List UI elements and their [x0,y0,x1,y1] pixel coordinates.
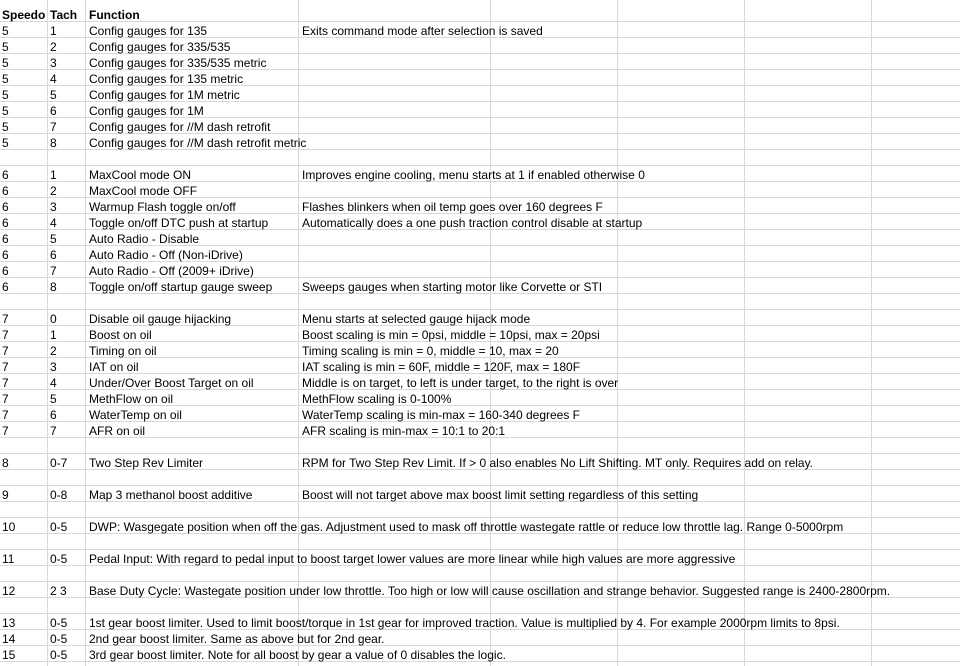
table-row [0,263,960,279]
table-row [0,375,960,391]
table-row [0,39,960,55]
cell-tach[interactable]: 7 [50,120,57,134]
cell-speedo[interactable]: 6 [2,232,9,246]
cell-function[interactable]: MaxCool mode ON [89,168,192,182]
cell-function[interactable]: Config gauges for //M dash retrofit [89,120,271,134]
cell-function[interactable]: Auto Radio - Disable [89,232,200,246]
cell-notes[interactable]: Exits command mode after selection is saved [302,24,543,38]
cell-tach[interactable]: 0-7 [50,456,68,470]
table-row [0,279,960,295]
cell-function[interactable]: 2nd gear boost limiter. Same as above but for 2nd gear. [89,632,385,646]
cell-function[interactable]: MethFlow on oil [89,392,174,406]
table-row [0,119,960,135]
cell-tach[interactable]: 5 [50,232,57,246]
cell-tach[interactable]: 4 [50,72,57,86]
cell-function[interactable]: Boost on oil [89,328,152,342]
table-row [0,311,960,327]
cell-function[interactable]: DWP: Wasgegate position when off the gas. Adjustment used to mask off throttle wastegate rattle or reduce low throttle lag. Range 0-5000rpm [89,520,844,534]
cell-tach[interactable]: 6 [50,408,57,422]
table-row [0,215,960,231]
header-tach[interactable]: Tach [50,8,78,22]
table-row [0,135,960,151]
cell-speedo[interactable]: 7 [2,392,9,406]
cell-speedo[interactable]: 6 [2,280,9,294]
cell-speedo[interactable]: 8 [2,456,9,470]
cell-function[interactable]: Base Duty Cycle: Wastegate position under low throttle. Too high or low will cause oscillation and strange behavior. Suggested range is 2400-2800rpm. [89,584,891,598]
cell-function[interactable]: Timing on oil [89,344,157,358]
table-row [0,71,960,87]
cell-speedo[interactable]: 7 [2,360,9,374]
cell-tach[interactable]: 5 [50,392,57,406]
cell-tach[interactable]: 8 [50,136,57,150]
table-row [0,55,960,71]
cell-notes[interactable]: RPM for Two Step Rev Limit. If > 0 also enables No Lift Shifting. MT only. Requires add on relay. [302,456,814,470]
table-row [0,151,960,167]
cell-speedo[interactable]: 5 [2,72,9,86]
cell-tach[interactable]: 7 [50,264,57,278]
cell-function[interactable]: Config gauges for 135 [89,24,208,38]
cell-speedo[interactable]: 5 [2,24,9,38]
cell-function[interactable]: Warmup Flash toggle on/off [89,200,236,214]
cell-tach[interactable]: 4 [50,376,57,390]
table-row [0,551,960,567]
cell-speedo[interactable]: 7 [2,312,9,326]
table-row [0,327,960,343]
cell-notes[interactable]: Flashes blinkers when oil temp goes over 160 degrees F [302,200,603,214]
table-row [0,439,960,455]
cell-speedo[interactable]: 6 [2,184,9,198]
table-row [0,423,960,439]
cell-function[interactable]: Config gauges for 135 metric [89,72,244,86]
cell-tach[interactable]: 6 [50,248,57,262]
table-row [0,615,960,631]
cell-tach[interactable]: 0-5 [50,520,68,534]
cell-tach[interactable]: 1 [50,24,57,38]
cell-tach[interactable]: 0-5 [50,648,68,662]
table-row [0,167,960,183]
table-row [0,199,960,215]
header-function[interactable]: Function [89,8,140,22]
cell-tach[interactable]: 2 [50,344,57,358]
cell-notes[interactable]: Boost scaling is min = 0psi, middle = 10psi, max = 20psi [302,328,600,342]
cell-notes[interactable]: Sweeps gauges when starting motor like Corvette or STI [302,280,603,294]
cell-tach[interactable]: 3 [50,56,57,70]
cell-function[interactable]: Under/Over Boost Target on oil [89,376,254,390]
table-row [0,103,960,119]
cell-function[interactable]: 1st gear boost limiter. Used to limit boost/torque in 1st gear for improved traction. Value is multiplied by 4. For example 2000rpm limits to 8psi. [89,616,840,630]
cell-speedo[interactable]: 7 [2,328,9,342]
cell-notes[interactable]: WaterTemp scaling is min-max = 160-340 degrees F [302,408,581,422]
cell-function[interactable]: Config gauges for 1M [89,104,204,118]
cell-notes[interactable]: Boost will not target above max boost limit setting regardless of this setting [302,488,699,502]
cell-tach[interactable]: 1 [50,328,57,342]
table-row [0,487,960,503]
cell-tach[interactable]: 7 [50,424,57,438]
cell-tach[interactable]: 5 [50,88,57,102]
cell-function[interactable]: Two Step Rev Limiter [89,456,204,470]
cell-speedo[interactable]: 5 [2,40,9,54]
cell-function[interactable]: MaxCool mode OFF [89,184,198,198]
cell-tach[interactable]: 8 [50,280,57,294]
table-row [0,183,960,199]
cell-speedo[interactable]: 11 [2,552,15,566]
cell-function[interactable]: Pedal Input: With regard to pedal input to boost target lower values are more linear while high values are more aggressive [89,552,736,566]
cell-speedo[interactable]: 5 [2,120,9,134]
table-row [0,535,960,551]
cell-function[interactable]: WaterTemp on oil [89,408,182,422]
table-row [0,647,960,663]
cell-tach[interactable]: 3 [50,200,57,214]
table-row [0,87,960,103]
table-row [0,391,960,407]
cell-notes[interactable]: Automatically does a one push traction control disable at startup [302,216,643,230]
cell-notes[interactable]: Middle is on target, to left is under target, to the right is over [302,376,619,390]
cell-notes[interactable]: Menu starts at selected gauge hijack mode [302,312,531,326]
cell-speedo[interactable]: 5 [2,136,9,150]
table-row [0,631,960,647]
cell-tach[interactable]: 4 [50,216,57,230]
cell-tach[interactable]: 1 [50,168,57,182]
cell-tach[interactable]: 6 [50,104,57,118]
table-row [0,455,960,471]
cell-function[interactable]: Auto Radio - Off (2009+ iDrive) [89,264,254,278]
cell-function[interactable]: Map 3 methanol boost additive [89,488,253,502]
cell-function[interactable]: Config gauges for //M dash retrofit metric [89,136,307,150]
cell-speedo[interactable]: 10 [2,520,16,534]
cell-tach[interactable]: 0-8 [50,488,68,502]
cell-tach[interactable]: 3 [50,360,57,374]
cell-speedo[interactable]: 7 [2,376,9,390]
cell-speedo[interactable]: 6 [2,216,9,230]
cell-function[interactable]: Toggle on/off startup gauge sweep [89,280,273,294]
table-row [0,23,960,39]
cell-speedo[interactable]: 14 [2,632,16,646]
cell-tach[interactable]: 0-5 [50,632,68,646]
cell-function[interactable]: Config gauges for 335/535 metric [89,56,267,70]
cell-speedo[interactable]: 9 [2,488,9,502]
cell-function[interactable]: 3rd gear boost limiter. Note for all boost by gear a value of 0 disables the logic. [89,648,506,662]
table-row [0,295,960,311]
cell-speedo[interactable]: 6 [2,264,9,278]
cell-speedo[interactable]: 6 [2,248,9,262]
table-row [0,247,960,263]
table-row [0,343,960,359]
cell-function[interactable]: IAT on oil [89,360,139,374]
cell-notes[interactable]: AFR scaling is min-max = 10:1 to 20:1 [302,424,506,438]
cell-function[interactable]: AFR on oil [89,424,146,438]
table-row [0,567,960,583]
table-row [0,407,960,423]
table-row [0,359,960,375]
cell-notes[interactable]: Timing scaling is min = 0, middle = 10, max = 20 [302,344,559,358]
header-speedo[interactable]: Speedo [2,8,46,22]
cell-speedo[interactable]: 13 [2,616,16,630]
cell-tach[interactable]: 0-5 [50,616,68,630]
cell-function[interactable]: Toggle on/off DTC push at startup [89,216,269,230]
cell-speedo[interactable]: 7 [2,424,9,438]
cell-notes[interactable]: Improves engine cooling, menu starts at 1 if enabled otherwise 0 [302,168,645,182]
cell-speedo[interactable]: 6 [2,168,9,182]
cell-function[interactable]: Disable oil gauge hijacking [89,312,232,326]
cell-speedo[interactable]: 7 [2,344,9,358]
cell-speedo[interactable]: 5 [2,104,9,118]
cell-speedo[interactable]: 15 [2,648,16,662]
cell-function[interactable]: Config gauges for 1M metric [89,88,240,102]
cell-tach[interactable]: 0-5 [50,552,68,566]
cell-speedo[interactable]: 5 [2,88,9,102]
cell-speedo[interactable]: 12 [2,584,16,598]
cell-function[interactable]: Auto Radio - Off (Non-iDrive) [89,248,243,262]
cell-speedo[interactable]: 7 [2,408,9,422]
cell-tach[interactable]: 2 [50,184,57,198]
table-row [0,519,960,535]
table-row [0,599,960,615]
cell-notes[interactable]: IAT scaling is min = 60F, middle = 120F, max = 180F [302,360,581,374]
table-row [0,471,960,487]
cell-function[interactable]: Config gauges for 335/535 [89,40,231,54]
cell-speedo[interactable]: 6 [2,200,9,214]
cell-tach[interactable]: 0 [50,312,57,326]
table-row [0,231,960,247]
table-row [0,583,960,599]
table-row [0,503,960,519]
cell-notes[interactable]: MethFlow scaling is 0-100% [302,392,452,406]
cell-tach[interactable]: 2 3 [50,584,67,598]
cell-tach[interactable]: 2 [50,40,57,54]
header-row [0,7,960,23]
cell-speedo[interactable]: 5 [2,56,9,70]
